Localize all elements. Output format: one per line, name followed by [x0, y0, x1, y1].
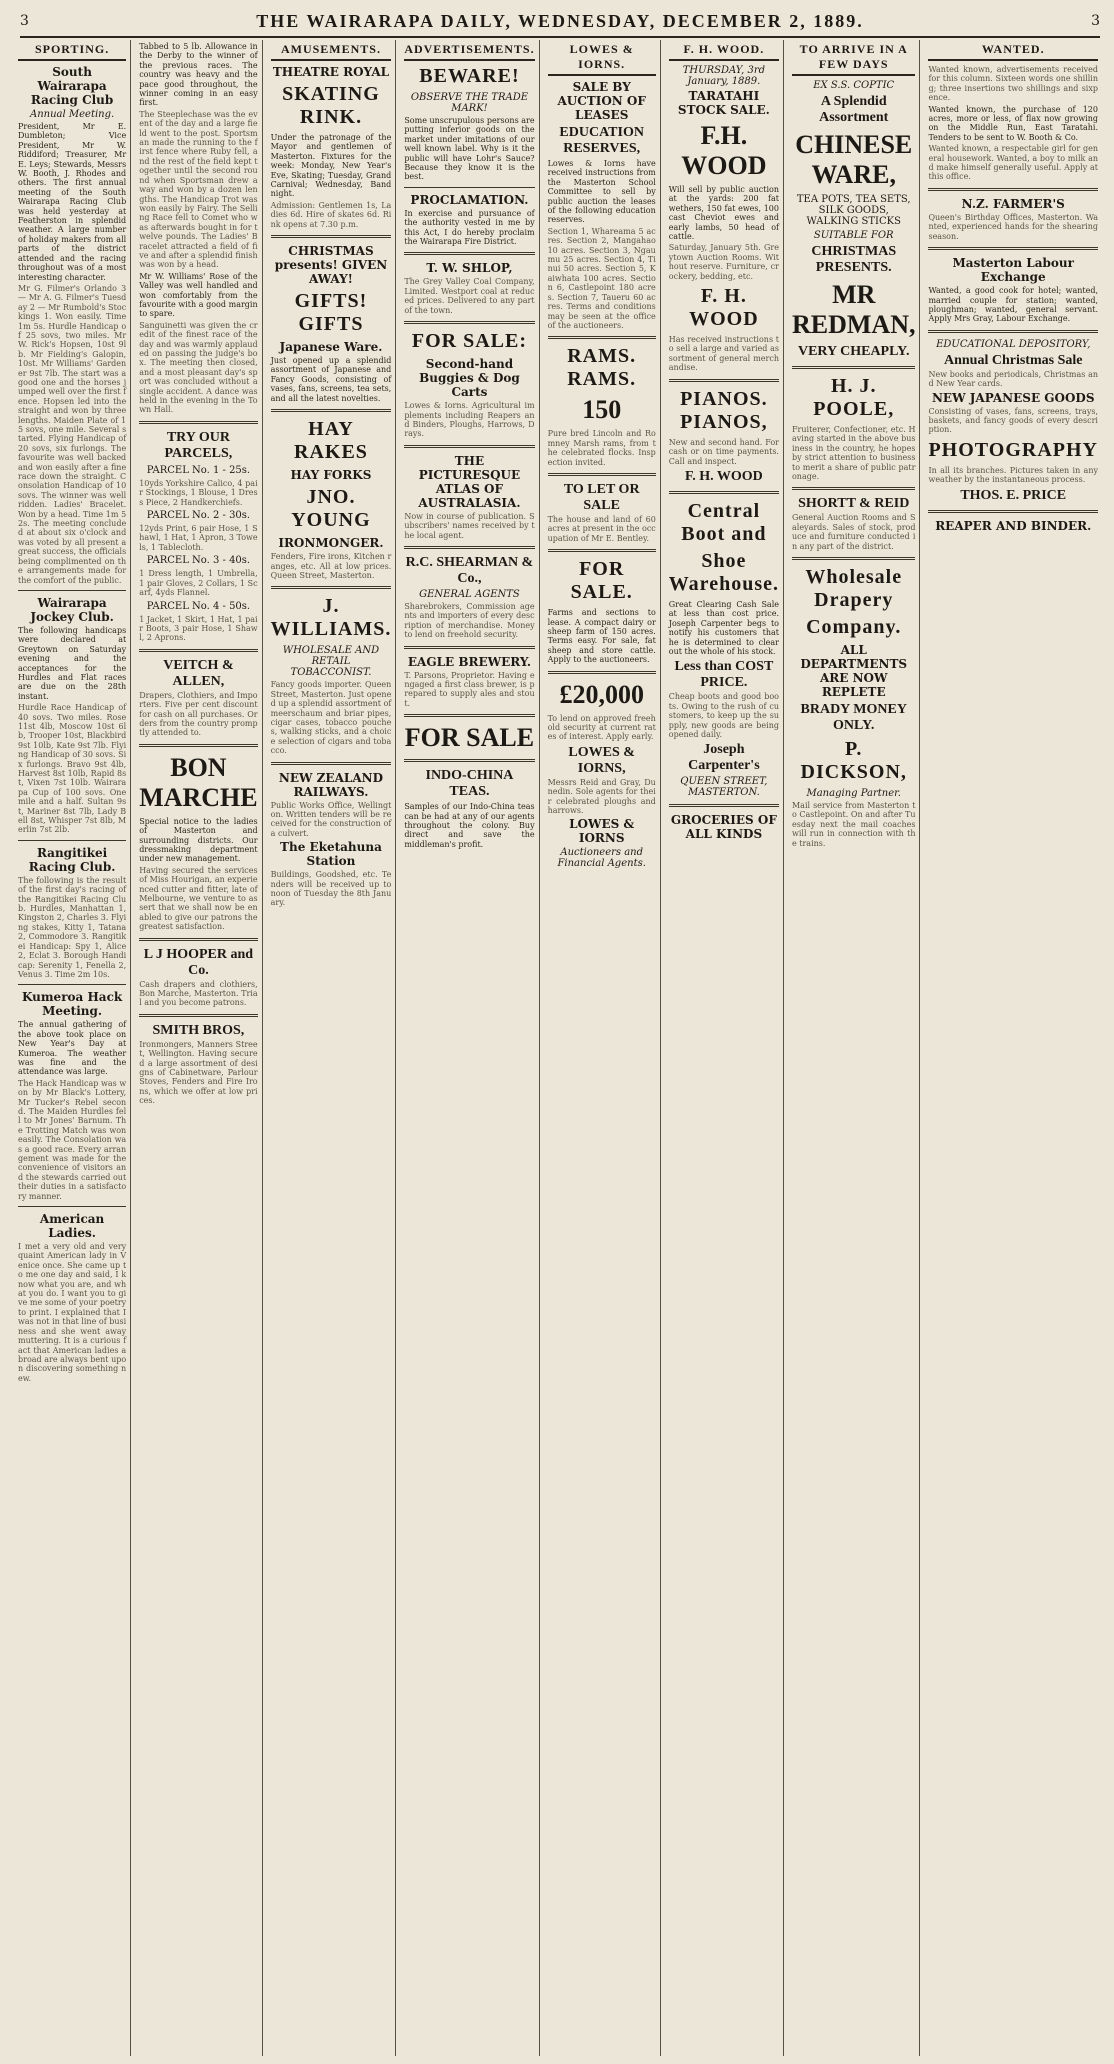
lowes-iorns-footer: LOWES & IORNS	[569, 817, 635, 846]
column-fh-wood	[665, 40, 784, 2056]
jno-young-name: JNO. YOUNG	[291, 486, 371, 532]
money-amount: £20,000	[559, 679, 644, 709]
column-amusements	[267, 40, 397, 2056]
auction-leases: SALE BY AUCTION OF LEASES	[557, 80, 646, 122]
educational-depository: EDUCATIONAL DEPOSITORY,	[936, 338, 1091, 350]
for-sale-bottom: FOR SALE	[404, 723, 535, 753]
kumeroa-body: The annual gathering of the above took place on New Year's Day at Kumeroa. The weather was fine and the attendance was large.	[18, 1020, 127, 1077]
labour-exchange: Masterton Labour Exchange	[952, 256, 1074, 285]
wanted-heading: WANTED.	[928, 40, 1098, 61]
buggies-heading: Second-hand Buggies & Dog Carts	[419, 357, 520, 400]
p-dickson: P. DICKSON,	[800, 738, 907, 784]
gifts-heading: GIFTS! GIFTS	[294, 290, 368, 336]
veitch-allen-name: VEITCH & ALLEN,	[163, 657, 234, 689]
article-body-2: Mr W. Williams' Rose of the Valley was well handled and won comfortably from the favourite with a good margin to spare.	[139, 271, 258, 319]
advertisements-heading: ADVERTISEMENTS.	[404, 40, 534, 61]
christmas-banner: CHRISTMAS presents! GIVEN AWAY!	[274, 244, 388, 287]
filler-text: Fancy goods importer. Queen Street, Masterton. Just opened up a splendid assortment of meerschaum and briar pipes, cigar cases, tobacco pouches, walking sticks, and a choice selection of cigars and tobacco.	[270, 680, 392, 756]
queen-street: QUEEN STREET, MASTERTON.	[680, 776, 768, 799]
hay-rakes: HAY RAKES	[294, 418, 368, 464]
filler-text: General Auction Rooms and Saleyards. Sales of stock, produce and furniture conducted in any part of the district.	[791, 513, 916, 551]
filler-text: The Hack Handicap was won by Mr Black's Lottery, Mr Tucker's Rebel second. The Maiden Hurdles fell to Mr Jones' Barnum. The Trotting Match was won easily. The Consolation was a good race. Every arrangement was made for the convenience of visitors and the stewards carried out their duties in a satisfactory manner.	[18, 1078, 127, 1201]
ironmonger-label: IRONMONGER.	[278, 536, 384, 551]
filler-text: Fruiterer, Confectioner, etc. Having started in the above business in the country, he hopes by strict attention to business to merit a share of public patronage.	[791, 425, 916, 482]
lowes-iorns-heading: LOWES & IORNS.	[548, 40, 656, 76]
theatre-royal: THEATRE ROYAL	[272, 65, 390, 79]
skating-fixtures: Under the patronage of the Mayor and gentlemen of Masterton. Fixtures for the week: Monday, New Year's Eve, Skating; Tuesday, Grand Carnival; Wednesday, Band night.	[270, 133, 392, 199]
filler-text: I met a very old and very quaint American lady in Venice once. She came up to me one day and said, I know what you are, and what you do. I want you to give me some of your poetry to print. I explained that I was not in that line of business and she went away muttering. It is a curious fact that American ladies abroad are always bent upon discovering something new.	[18, 1242, 127, 1383]
filler-text: Mr G. Filmer's Orlando 3 — Mr A. G. Filmer's Tuesday 2 — Mr Rumbold's Stockings 1. Won easily. Time 1m 5s. Hurdle Handicap of 25 sovs, two miles. Mr W. Rick's Hopsen, 10st 9lb. Mr Fielding's Galopin, 10st. Mr Williams' Gardener 9st 7lb. The start was a good one and the horses jumped well over the first fence. Hopsen led into the straight and won by three lengths. Maiden Plate of 15 sovs, one mile. Several started. Flying Handicap of 20 sovs, six furlongs. The favourite was well backed and won easily after a fine race down the straight. Consolation Handicap of 10 sovs. The winner was well ridden. Ladies' Bracelet. Won by a head. Time 1m 52s. The meeting concluded at about six o'clock and was voted by all present a great success, the officials being complimented on the arrangements made for the comfort of the public.	[18, 283, 127, 585]
filler-text: Section 1, Whareama 5 acres. Section 2, Mangahao 10 acres. Section 3, Ngaumu 25 acres. Section 4, Tinui 50 acres. Section 5, Kaiwhata 100 acres. Section 6, Castlepoint 180 acres. Section 7, Taueru 60 acres. Terms and conditions may be seen at the office of the auctioneers.	[547, 226, 656, 330]
filler-text: Queen's Birthday Offices, Masterton. Wanted, experienced hands for the shearing season.	[928, 212, 1098, 241]
article-body: President, Mr E. Dumbleton; Vice President, Mr W. Riddiford; Treasurer, Mr E. Leys; Stewards, Messrs W. Booth, J. Rhodes and others. The first annual meeting of the South Wairarapa Racing Club was held yesterday at Featherston in splendid weather. A large number of holiday makers from all parts of the district attended and the racing throughout was of a most interesting character.	[18, 122, 127, 282]
j-williams-name: J. WILLIAMS.	[270, 595, 392, 641]
shlop-name: T. W. SHLOP,	[426, 261, 513, 276]
annual-christmas-sale: Annual Christmas Sale	[944, 352, 1083, 368]
japanese-body: Just opened up a splendid assortment of Japanese and Fancy Goods, consisting of vases, fans, screens, tea sets, and all the latest novelties.	[270, 356, 392, 403]
for-sale-heading: FOR SALE:	[411, 330, 528, 353]
filler-text: In all its branches. Pictures taken in any weather by the instantaneous process.	[928, 465, 1098, 485]
skating-rink: SKATING RINK.	[282, 83, 380, 128]
nz-farmers: N.Z. FARMER'S	[961, 196, 1065, 211]
education-reserves: EDUCATION RESERVES,	[559, 125, 644, 156]
bon-marche-notice: Special notice to the ladies of Masterton and surrounding districts. Our dressmaking department under new management.	[139, 816, 258, 864]
company-label: Company.	[806, 616, 902, 639]
annual-meeting-subtitle: Annual Meeting.	[29, 109, 115, 120]
parcel-line: PARCEL No. 1 - 25s.	[146, 464, 251, 476]
shoe-warehouse: Shoe Warehouse.	[668, 549, 779, 595]
rams-heading: RAMS. RAMS.	[567, 345, 637, 391]
rams-count: 150	[582, 395, 622, 425]
shearman-name: R.C. SHEARMAN & Co.,	[405, 554, 534, 586]
to-let-heading: TO LET OR SALE	[563, 481, 640, 513]
arrive-heading: TO ARRIVE IN A FEW DAYS	[792, 40, 915, 76]
filler-text: Pure bred Lincoln and Romney Marsh rams, from the celebrated flocks. Inspection invited.	[547, 429, 656, 467]
proclamation-heading: PROCLAMATION.	[410, 192, 529, 207]
thos-price: THOS. E. PRICE	[960, 487, 1067, 503]
eagle-brewery: EAGLE BREWERY.	[407, 654, 532, 669]
japanese-ware: Japanese Ware.	[279, 340, 383, 355]
filler-text: Cash drapers and clothiers, Bon Marche, Masterton. Trial and you become patrons.	[139, 979, 258, 1008]
sale-date: THURSDAY, 3rd January, 1889.	[682, 65, 765, 87]
filler-text: The following is the result of the first day's racing of the Rangitikei Racing Club. Hurdles, Manhattan 1, Kingston 2, Charles 3. Flying stakes, Kitty 1, Tatana 2, Commodore 3. Rangitikei Handicap: Spy 1, Alice 2, Eclat 3. Borough Handicap: Serenity 1, Fenella 2, Venus 3. Time 2m 10s.	[18, 875, 127, 979]
taratahi-sale: TARATAHI STOCK SALE.	[677, 89, 770, 117]
central-boot: Central Boot and	[681, 499, 767, 545]
general-agents-label: GENERAL AGENTS	[419, 588, 520, 600]
japanese-goods: NEW JAPANESE GOODS	[931, 390, 1095, 405]
fh-wood-3: F. H. WOOD	[684, 468, 763, 484]
filler-text: Admission: Gentlemen 1s, Ladies 6d. Hire of skates 6d. Rink opens at 7.30 p.m.	[270, 200, 392, 229]
filler-text: The Grey Valley Coal Company, Limited. Westport coal at reduced prices. Delivered to any part of the town.	[404, 277, 535, 315]
less-than-cost: Less than COST PRICE.	[674, 659, 774, 691]
atlas-heading: THE PICTURESQUE ATLAS OF AUSTRALASIA.	[418, 453, 521, 510]
fh-wood-big: F.H. WOOD	[681, 121, 767, 180]
indo-china-teas: INDO-CHINA TEAS.	[425, 768, 514, 800]
filler-text: Wanted known, a respectable girl for general housework. Wanted, a boy to milk and make himself generally useful. Apply at this office.	[928, 144, 1098, 182]
filler-text: 1 Jacket, 1 Skirt, 1 Hat, 1 pair Boots, 3 pair Hose, 1 Shawl, 2 Aprons.	[139, 614, 258, 643]
filler-text: New books and periodicals, Christmas and New Year cards.	[928, 369, 1098, 389]
bon-marche-name: BON MARCHE	[139, 752, 258, 812]
page-number-left: 3	[20, 13, 29, 29]
ready-money: BRADY MONEY ONLY.	[800, 702, 907, 734]
beware-heading: BEWARE!	[419, 65, 520, 87]
rangitikei-heading: Rangitikei Racing Club.	[28, 845, 116, 874]
very-cheaply: VERY CHEAPLY.	[797, 344, 910, 359]
filler-text: Now in course of publication. Subscribers' names received by the local agent.	[404, 511, 535, 540]
eketahuna-station: The Eketahuna Station	[280, 840, 382, 869]
filler-text: Cheap boots and good boots. Owing to the rush of customers, to keep up the supply, new goods are being opened daily.	[668, 692, 779, 739]
indo-china-body: Samples of our Indo-China teas can be had at any of our agents throughout the colony. Buy direct and save the middleman's profit.	[404, 802, 535, 849]
column-sporting	[14, 40, 131, 2056]
trade-mark-body: Some unscrupulous persons are putting inferior goods on the market under imitations of our well known label. Why is it the public will have Lohr's Sauce? Because they know it is the best.	[404, 116, 535, 182]
splendid-assortment: A Splendid Assortment	[819, 94, 889, 125]
carpenters-name: Joseph Carpenter's	[688, 742, 760, 774]
parcel-line: PARCEL No. 2 - 30s.	[146, 510, 251, 522]
reaper-binder: REAPER AND BINDER.	[935, 518, 1092, 533]
column-lowes-iorns	[544, 40, 661, 2056]
proclamation-body: In exercise and pursuance of the authority vested in me by this Act, I do hereby proclaim the Wairarapa Fire District.	[404, 208, 535, 247]
filler-text: Public Works Office, Wellington. Written tenders will be received for the construction of a culvert.	[270, 800, 392, 838]
fh-wood-heading: F. H. WOOD.	[669, 40, 779, 61]
shortt-reid: SHORTT & REID	[798, 496, 910, 512]
filler-text: Having secured the services of Miss Hourigan, an experienced cutter and fitter, late of Melbourne, we venture to assert that we shall now be enabled to give our patrons the greatest satisfaction.	[139, 865, 258, 932]
wholesale-drapery: Wholesale Drapery	[805, 566, 903, 612]
tobacconist-label: WHOLESALE AND RETAIL TOBACCONIST.	[282, 645, 380, 679]
hj-poole: H. J. POOLE,	[813, 375, 895, 420]
mr-redman: MR REDMAN,	[791, 280, 916, 339]
column-two	[135, 40, 262, 2056]
filler-text: T. Parsons, Proprietor. Having engaged a first class brewer, is prepared to supply ales and stout.	[404, 670, 535, 708]
labour-body: Wanted, a good cook for hotel; wanted, married couple for station; wanted, ploughman; wanted, general servant. Apply Mrs Gray, Labour Exchange.	[928, 286, 1098, 324]
photography: PHOTOGRAPHY	[928, 438, 1098, 461]
hay-forks: HAY FORKS	[290, 468, 372, 483]
smith-bros-name: SMITH BROS,	[152, 1022, 245, 1038]
sporting-heading: SPORTING.	[18, 40, 126, 61]
filler-text: Lowes & Iorns. Agricultural implements including Reapers and Binders, Ploughs, Harrows, Drays.	[404, 401, 535, 439]
departments-replete: ALL DEPARTMENTS ARE NOW REPLETE	[800, 643, 908, 700]
newspaper-title: THE WAIRARAPA DAILY, WEDNESDAY, DECEMBER 2, 1889.	[256, 10, 864, 31]
column-wanted	[924, 40, 1102, 2056]
trade-mark-subtitle: OBSERVE THE TRADE MARK!	[410, 92, 529, 114]
parcel-line: PARCEL No. 4 - 50s.	[146, 600, 251, 612]
filler-text: The Steeplechase was the event of the day and a large field went to the post. Sportsman made the running to the first fence where Ruby fell, and the rest of the field kept together until the second round when Sportsman drew away and won by a dozen lengths. The Handicap Trot was won easily by Fairy. The Selling Race fell to Comet who was afterwards bought in for twelve pounds. The Ladies' Bracelet attracted a field of five and after a splendid finish was won by a head.	[139, 109, 258, 270]
american-ladies-heading: American Ladies.	[39, 1212, 105, 1241]
kumeroa-heading: Kumeroa Hack Meeting.	[21, 990, 123, 1019]
ware-list: TEA POTS, TEA SETS, SILK GOODS, WALKING STICKS	[796, 194, 911, 227]
hooper-name: L J HOOPER and Co.	[143, 946, 254, 978]
masthead	[20, 6, 1100, 38]
parcel-line: PARCEL No. 3 - 40s.	[146, 555, 251, 567]
stock-sale-body: Will sell by public auction at the yards: 200 fat wethers, 150 fat ewes, 100 cast Cheviot ewes and early lambs, 50 head of cattle.	[668, 185, 779, 242]
filler-text: Messrs Reid and Gray, Dunedin. Sole agents for their celebrated ploughs and harrows.	[547, 777, 656, 816]
managing-partner: Managing Partner.	[806, 788, 901, 800]
filler-text: Buildings, Goodshed, etc. Tenders will be received up to noon of Tuesday the 8th January.	[270, 870, 392, 908]
groceries-heading: GROCERIES OF ALL KINDS	[670, 813, 777, 842]
clearing-sale-body: Great Clearing Cash Sale at less than cost price. Joseph Carpenter begs to notify his customers that he is determined to clear out the whole of his stock.	[668, 599, 779, 656]
christmas-presents: CHRISTMAS PRESENTS.	[811, 244, 897, 275]
chinese-ware: CHINESE WARE,	[795, 130, 913, 189]
column-chinese-ware	[788, 40, 920, 2056]
filler-text: Fenders, Fire irons, Kitchen ranges, etc. All at low prices. Queen Street, Masterton.	[270, 552, 392, 580]
jockey-club-heading: Wairarapa Jockey Club.	[30, 595, 114, 624]
filler-text: 10yds Yorkshire Calico, 4 pair Stockings, 1 Blouse, 1 Dress Piece, 2 Handkerchiefs.	[139, 478, 258, 507]
coptic-label: EX S.S. COPTIC	[813, 80, 895, 91]
filler-text: The house and land of 60 acres at present in the occupation of Mr E. Bentley.	[547, 514, 656, 543]
filler-text: Wanted known, advertisements received for this column. Sixteen words one shilling; three insertions two shillings and sixpence.	[928, 65, 1098, 103]
suitable-for: SUITABLE FOR	[813, 230, 894, 241]
filler-text: 1 Dress length, 1 Umbrella, 1 pair Gloves, 2 Collars, 1 Scarf, 4yds Flannel.	[139, 569, 258, 598]
filler-text: Mail service from Masterton to Castlepoint. On and after Tuesday next the mail coaches will run in connection with the trains.	[791, 801, 916, 848]
page-number-right: 3	[1091, 13, 1100, 29]
filler-text: Has received instructions to sell a large and varied assortment of general merchandise.	[668, 335, 779, 373]
filler-text: Ironmongers, Manners Street, Wellington. Having secured a large assortment of designs of Cabinetware, Parlour Stoves, Fenders and Fire Irons, which we offer at low prices.	[139, 1039, 258, 1106]
filler-text: Sharebrokers, Commission agents and importers of every description of merchandise. Money to lend on freehold security.	[404, 601, 535, 640]
railways-heading: NEW ZEALAND RAILWAYS.	[278, 770, 384, 799]
filler-text: To lend on approved freehold security at current rates of interest. Apply early.	[547, 713, 656, 742]
filler-text: Drapers, Clothiers, and Importers. Five per cent discount for cash on all purchases. Orders from the country promptly attended to.	[139, 690, 258, 738]
filler-text: Hurdle Race Handicap of 40 sovs. Two miles. Rose 11st 4lb, Moscow 10st 6lb, Trooper 10st, Blackbird 9st 10lb, Kate 9st 7lb. Flying Handicap of 30 sovs. Six furlongs. Bravo 9st 4lb, Harvest 8st 10lb, Rapid 8st, Vixen 7st 10lb. Wairarapa Cup of 100 sovs. One mile and a half. Sultan 9st, Mariner 8st 7lb, Lady Bell 8st, Whisper 7st 8lb, Merlin 7st 2lb.	[18, 703, 127, 835]
filler-text: Saturday, January 5th. Greytown Auction Rooms. Without reserve. Furniture, crockery, bedding, etc.	[668, 243, 779, 281]
filler-text: 12yds Print, 6 pair Hose, 1 Shawl, 1 Hat, 1 Apron, 3 Towels, 1 Tablecloth.	[139, 524, 258, 552]
filler-text: New and second hand. For cash or on time payments. Call and inspect.	[668, 437, 779, 466]
for-sale-lowes: FOR SALE.	[570, 558, 633, 604]
pianos-heading: PIANOS. PIANOS,	[680, 387, 768, 433]
farms-body: Farms and sections to lease. A compact dairy or sheep farm of 150 acres. Terms easy. For sale, fat sheep and store cattle. Apply to the auctioneers.	[547, 608, 656, 665]
flax-notice: Wanted known, the purchase of 120 acres, more or less, of flax now growing on the Middle Run, East Taratahi. Tenders to be sent to W. Booth & Co.	[928, 104, 1098, 142]
parcels-heading: TRY OUR PARCELS,	[164, 429, 233, 461]
amusements-heading: AMUSEMENTS.	[271, 40, 392, 61]
article-continued: Tabbed to 5 lb. Allowance in the Derby to the winner of the previous races. The country was heavy and the pace good throughout, the winner coming in an easy first.	[139, 42, 258, 108]
auction-body: Lowes & Iorns have received instructions from the Masterton School Committee to sell by public auction the leases of the following education reserves.	[547, 159, 656, 225]
column-advertisements	[400, 40, 539, 2056]
racing-club-title: South Wairarapa Racing Club	[30, 65, 114, 107]
jockey-club-body: The following handicaps were declared at Greytown on Saturday evening and the acceptances for the Hurdles and Flat races are due on the 28th instant.	[18, 625, 127, 701]
lowes-iorns-sign: LOWES & IORNS,	[568, 744, 635, 776]
fh-wood-2: F. H. WOOD	[689, 285, 759, 331]
filler-text: Sanguinetti was given the credit of the finest race of the day and was warmly applauded on passing the judge's box. The meeting then closed, and a most pleasant day's sport was concluded without a single accident. A dance was held in the evening in the Town Hall.	[139, 320, 258, 415]
filler-text: Consisting of vases, fans, screens, trays, baskets, and fancy goods of every description.	[928, 406, 1098, 435]
auctioneers-label: Auctioneers and Financial Agents.	[557, 847, 646, 870]
